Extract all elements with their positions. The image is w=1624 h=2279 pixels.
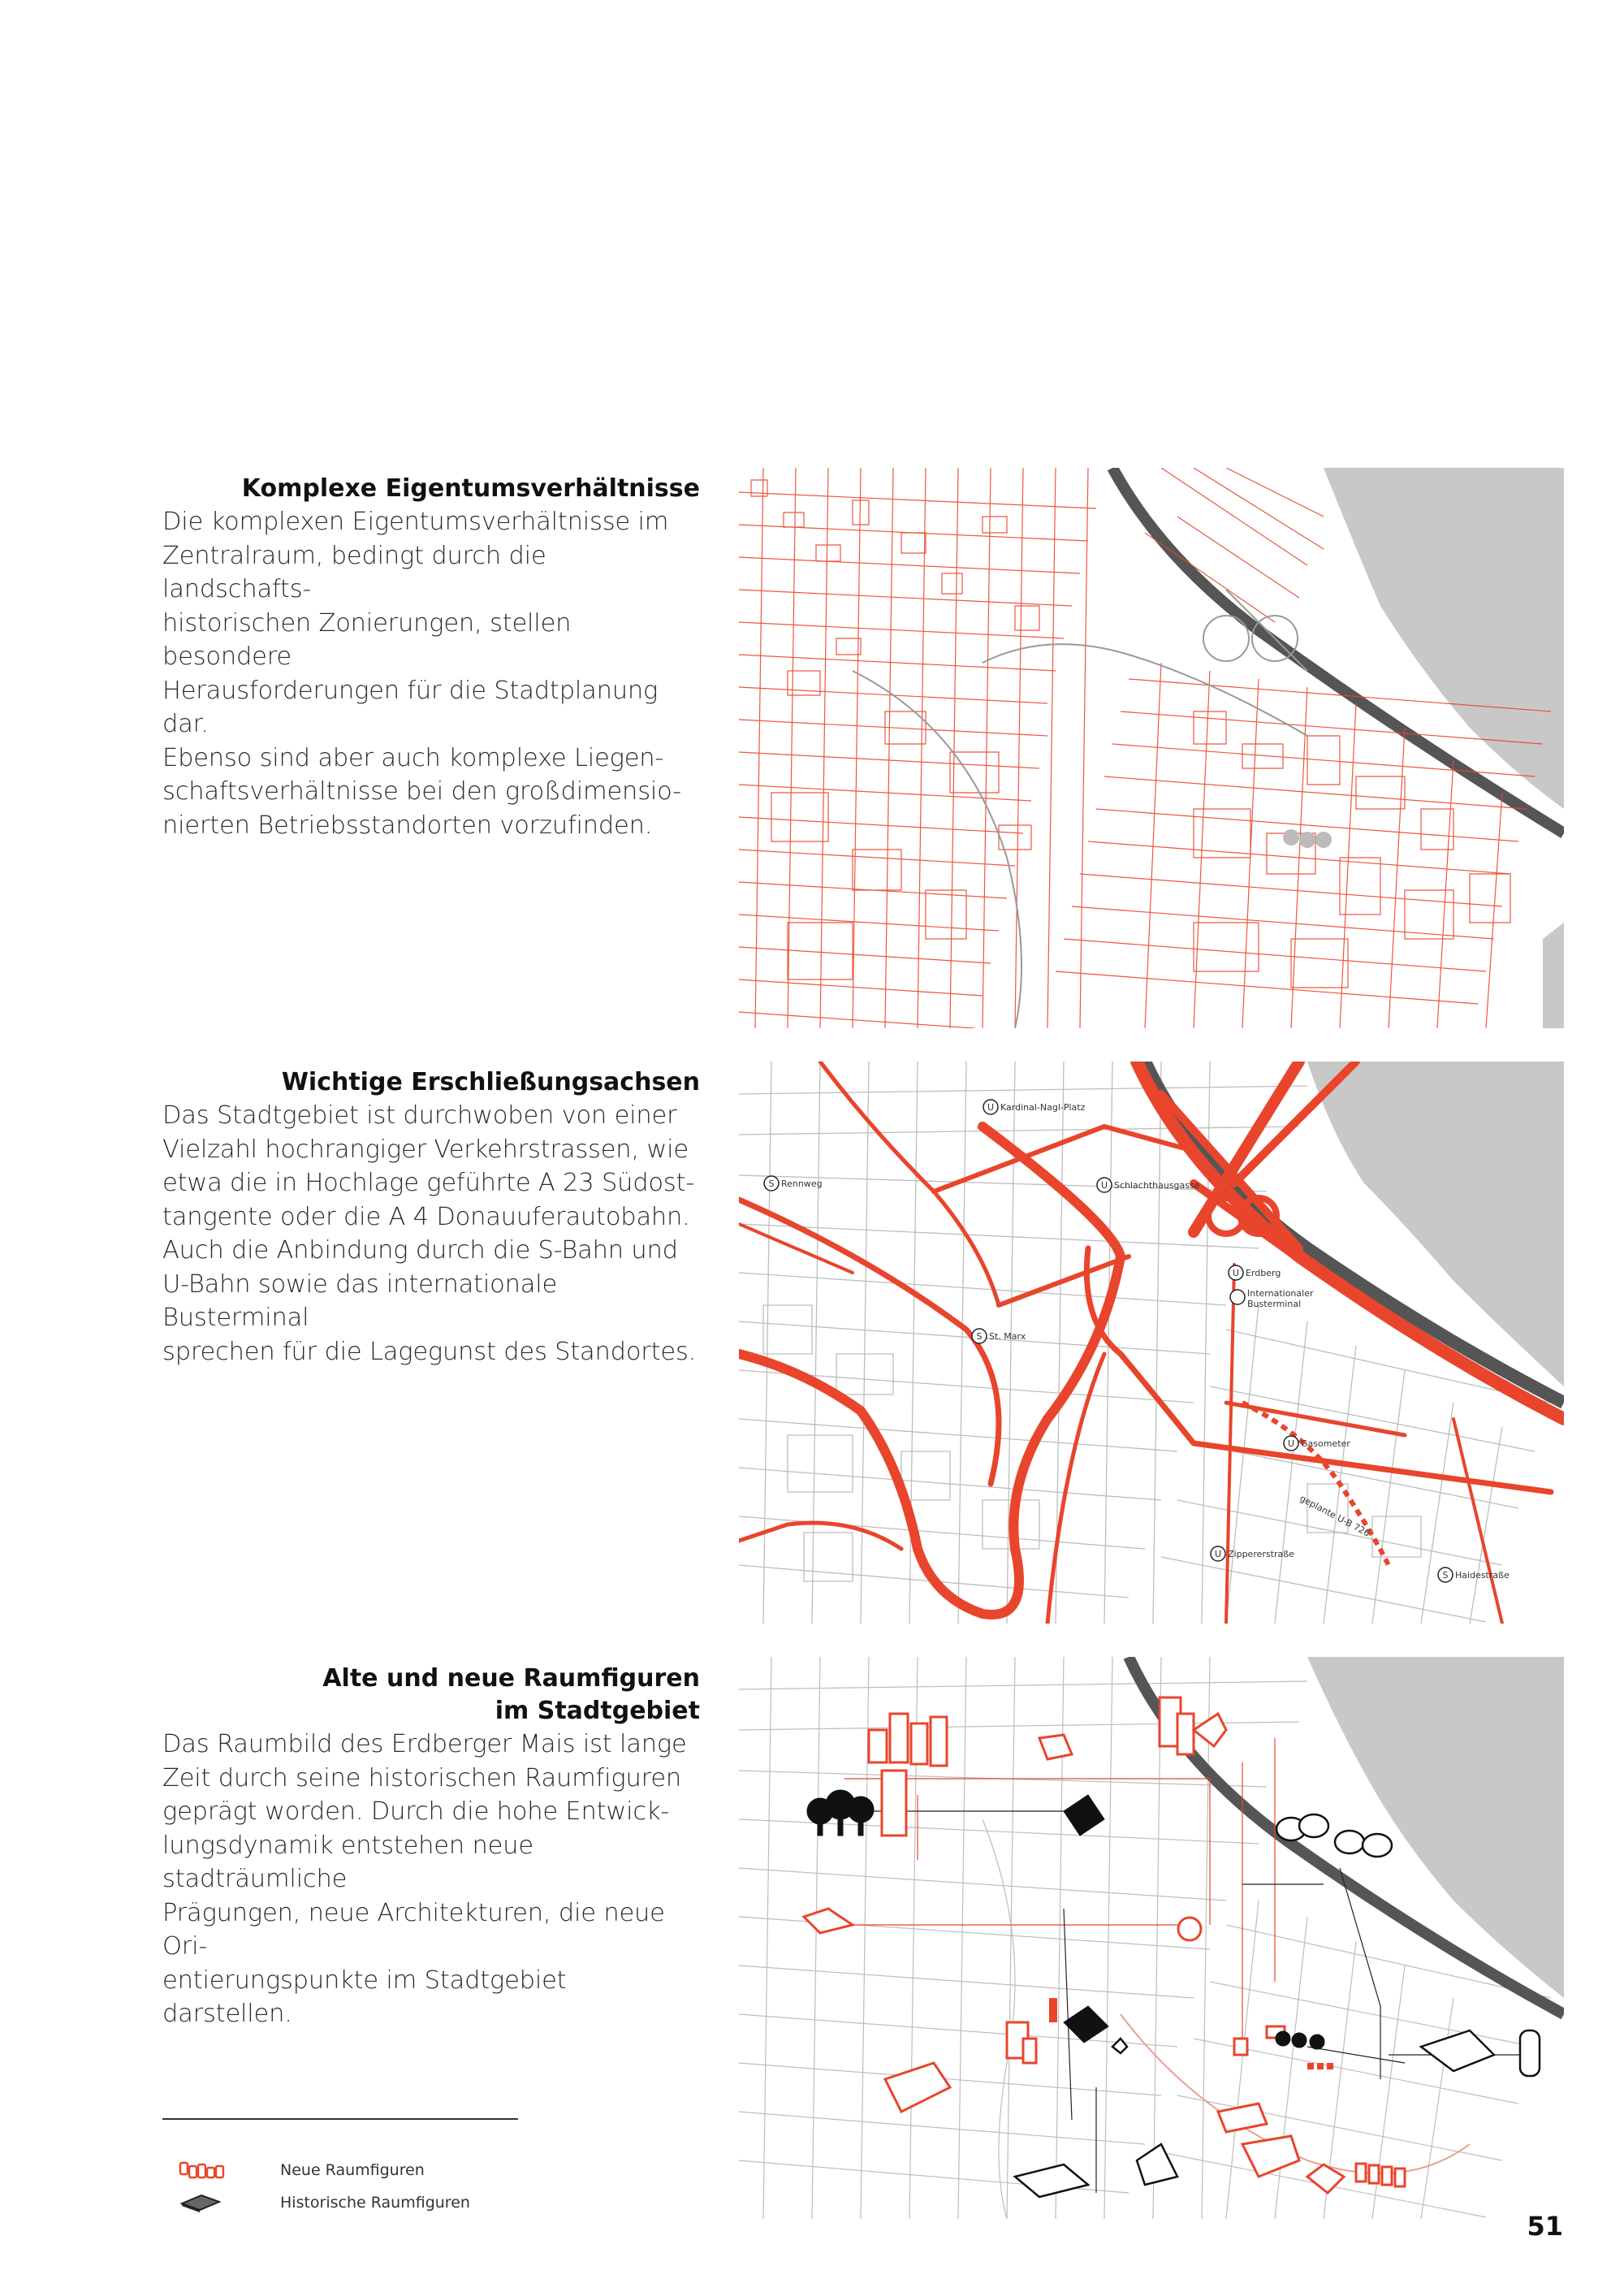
label-schlachthausgasse: Schlachthausgasse (1114, 1180, 1200, 1191)
u-symbol: U (1287, 1438, 1295, 1449)
text-line: schaftsverhältnisse bei den großdimensio- (162, 777, 681, 806)
text-line: nierten Betriebsstandorten vorzufinden. (162, 811, 653, 840)
text-line: U-Bahn sowie das internationale Busterminal (162, 1269, 558, 1332)
legend-divider (162, 2118, 518, 2120)
text-line: sprechen für die Lagegunst des Standortes. (162, 1337, 697, 1366)
legend-neue (179, 2160, 425, 2180)
u-symbol: U (1214, 1549, 1222, 1559)
label-zippererstrasse: Zippererstraße (1228, 1549, 1294, 1559)
text-line: geprägt worden. Durch die hohe Entwick- (162, 1797, 670, 1826)
label-kardinal: Kardinal-Nagl-Platz (1000, 1102, 1086, 1113)
section-eigentum (162, 473, 700, 842)
u-symbol: U (987, 1102, 995, 1113)
s-symbol: S (768, 1178, 775, 1189)
legend-historische (179, 2193, 470, 2212)
section-text (162, 1728, 700, 2031)
label-rennweg: Rennweg (781, 1178, 823, 1189)
page-number: 51 (1527, 2211, 1563, 2242)
text-line: Ebenso sind aber auch komplexe Liegen- (162, 743, 664, 772)
text-line: Auch die Anbindung durch die S-Bahn und (162, 1236, 678, 1265)
text-line: historischen Zonierungen, stellen besondere (162, 608, 572, 671)
text-line: Das Raumbild des Erdberger Mais ist lange (162, 1730, 687, 1758)
text-line: tangente oder die A 4 Donauuferautobahn. (162, 1202, 690, 1231)
label-gasometer: Gasometer (1301, 1438, 1350, 1449)
label-haidestrasse: Haidestraße (1455, 1570, 1510, 1581)
map-eigentum (739, 468, 1564, 1028)
text-line: Die komplexen Eigentumsverhältnisse im (162, 508, 669, 536)
section-title-line: Alte und neue Raumfiguren (322, 1664, 700, 1693)
section-raumfiguren (162, 1663, 700, 2031)
map-erschliessung (739, 1062, 1564, 1624)
text-line: Vielzahl hochrangiger Verkehrstrassen, wie (162, 1135, 689, 1164)
text-line: entierungspunkte im Stadtgebiet darstellen. (162, 1965, 567, 2028)
text-line: Zentralraum, bedingt durch die landschafts- (162, 541, 546, 603)
section-text (162, 1099, 700, 1369)
text-line: Das Stadtgebiet ist durchwoben von einer (162, 1101, 677, 1130)
label-geplant: geplante U-B 726 (1298, 1493, 1372, 1539)
u-symbol: U (1100, 1180, 1108, 1191)
s-symbol: S (1442, 1570, 1449, 1581)
legend-historische-label: Historische Raumfiguren (280, 2194, 470, 2212)
label-busterminal-1: Internationaler (1247, 1288, 1314, 1299)
text-line: Herausforderungen für die Stadtplanung dar. (162, 676, 659, 738)
historische-raumfiguren-icon (179, 2192, 229, 2213)
text-line: lungsdynamik entstehen neue stadträumliche (162, 1831, 533, 1893)
section-title (162, 1663, 700, 1728)
section-title-line: im Stadtgebiet (495, 1697, 700, 1725)
text-line: Zeit durch seine historischen Raumfiguren (162, 1763, 682, 1792)
label-busterminal-2: Busterminal (1247, 1299, 1302, 1309)
text-line: etwa die in Hochlage geführte A 23 Südost- (162, 1169, 695, 1197)
section-title: Komplexe Eigentumsverhältnisse (241, 474, 700, 503)
label-erdberg: Erdberg (1246, 1268, 1281, 1278)
s-symbol: S (976, 1331, 983, 1342)
section-title: Wichtige Erschließungsachsen (281, 1068, 700, 1096)
neue-raumfiguren-icon (179, 2160, 229, 2181)
text-line: Prägungen, neue Architekturen, die neue Ori- (162, 1898, 665, 1961)
legend-neue-label: Neue Raumfiguren (280, 2161, 425, 2179)
u-symbol: U (1232, 1268, 1240, 1278)
section-erschliessung (162, 1066, 700, 1369)
map-raumfiguren (739, 1657, 1564, 2219)
label-stmarx: St. Marx (989, 1331, 1026, 1342)
section-text (162, 505, 700, 842)
